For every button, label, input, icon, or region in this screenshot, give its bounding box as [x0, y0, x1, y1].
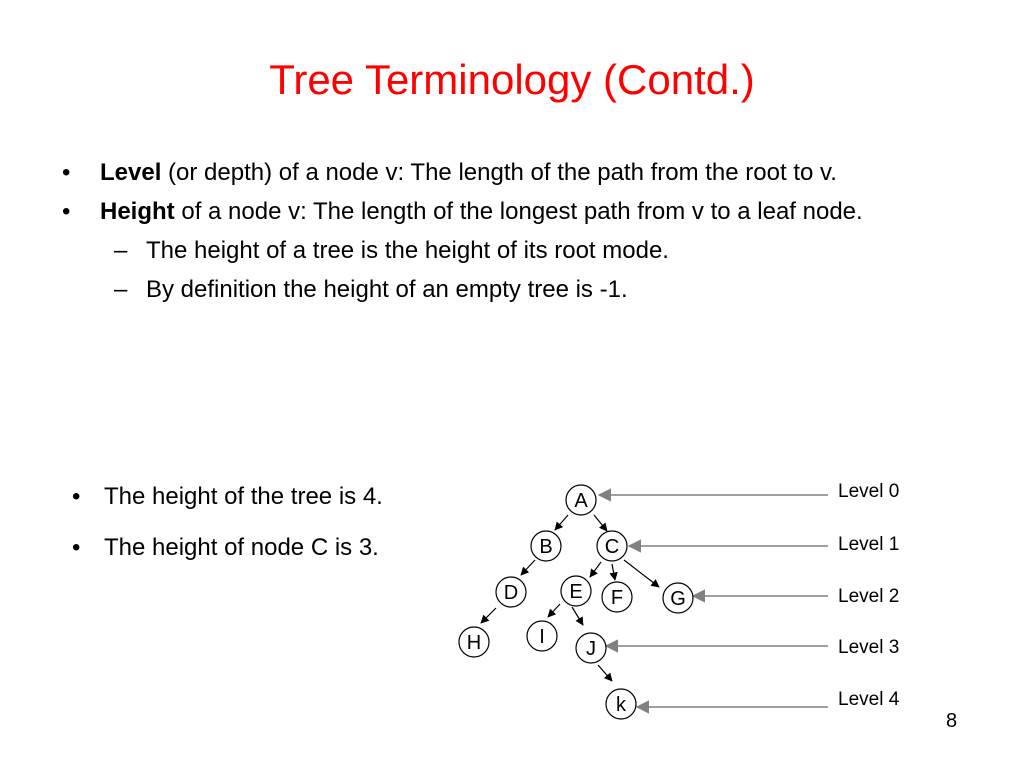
node-label-A: A: [574, 490, 588, 512]
tree-node-C: [597, 531, 627, 561]
edge-C-F: [612, 564, 615, 580]
node-label-D: D: [503, 582, 519, 604]
node-label-B: B: [539, 536, 553, 558]
bullet-mark: •: [62, 159, 71, 186]
tree-node-G: [663, 583, 693, 613]
sub-bullet-text: The height of a tree is the height of its root mode.: [146, 237, 669, 264]
bullet-mark: •: [62, 198, 71, 225]
tree-node-B: [531, 531, 561, 561]
node-label-J: J: [586, 638, 596, 660]
edge-A-B: [555, 515, 568, 530]
term-level: Level: [100, 159, 162, 186]
level-label-3: Level 3: [838, 637, 900, 658]
node-label-C: C: [604, 536, 620, 558]
level-label-2: Level 2: [838, 586, 900, 607]
node-label-G: G: [670, 588, 686, 610]
node-label-E: E: [569, 581, 583, 603]
edge-B-D: [521, 560, 535, 575]
tree-node-k: [606, 689, 636, 719]
definition-level: (or depth) of a node v: The length of the path from the root to v.: [161, 159, 837, 186]
term-height: Height: [100, 198, 175, 225]
sub-bullet-text: By definition the height of an empty tree is -1.: [146, 276, 628, 303]
tree-node-D: [496, 577, 526, 607]
page-number: 8: [946, 710, 958, 732]
bullet-mark: •: [72, 483, 81, 510]
tree-node-J: [576, 633, 606, 663]
tree-node-E: [561, 576, 591, 606]
tree-node-H: [459, 627, 489, 657]
edge-E-I: [548, 604, 560, 617]
edge-E-J: [572, 607, 583, 625]
tree-node-A: [566, 485, 596, 515]
node-label-H: H: [466, 632, 482, 654]
dash-mark: –: [114, 237, 128, 264]
edge-C-G: [624, 560, 659, 587]
edge-D-H: [481, 608, 496, 623]
tree-node-F: [602, 582, 632, 612]
edge-A-C: [594, 515, 607, 531]
definition-height: of a node v: The length of the longest path from v to a leaf node.: [174, 198, 863, 225]
level-label-4: Level 4: [838, 689, 900, 710]
bullet-text: The height of node C is 3.: [104, 534, 379, 561]
tree-node-I: [527, 621, 557, 651]
node-label-F: F: [610, 587, 624, 609]
edge-C-E: [590, 562, 601, 577]
dash-mark: –: [114, 276, 128, 303]
slide-title: Tree Terminology (Contd.): [269, 56, 755, 103]
node-label-I: I: [539, 626, 545, 648]
level-label-1: Level 1: [838, 534, 900, 555]
level-label-0: Level 0: [838, 481, 900, 502]
bullet-mark: •: [72, 534, 81, 561]
node-label-k: k: [616, 694, 626, 716]
bullet-text: The height of the tree is 4.: [104, 483, 383, 510]
edge-J-k: [598, 665, 612, 681]
